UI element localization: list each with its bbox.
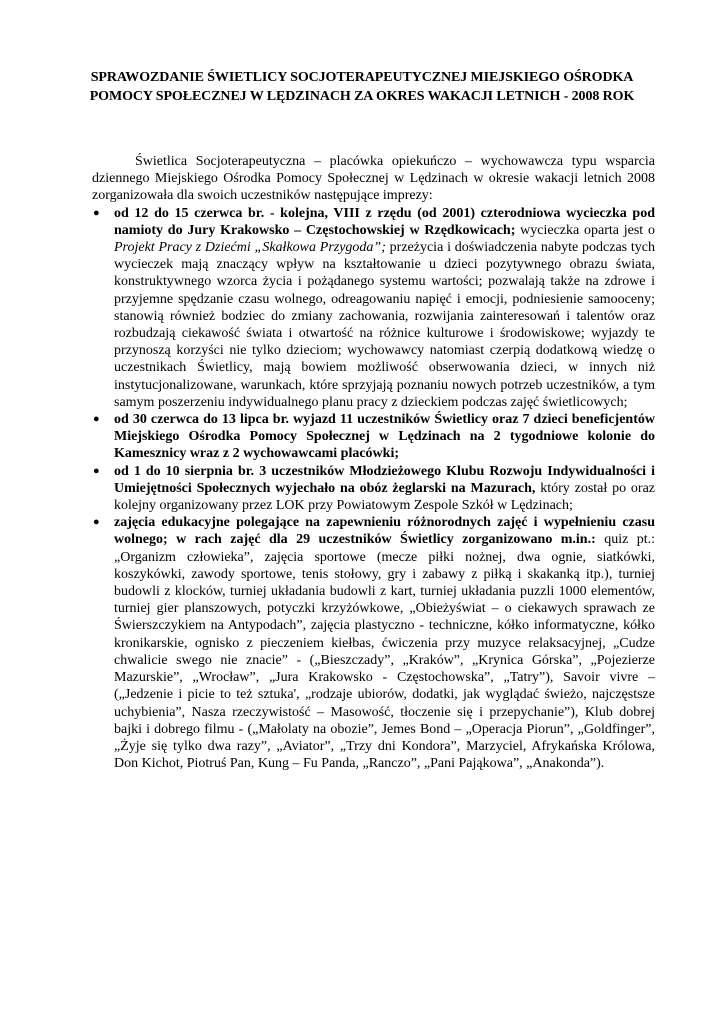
item-text-continued: przeżycia i doświadczenia nabyte podczas tych wycieczek mają znaczący wpływ na kształtowanie u dzieci pozytywnego obrazu świata, konstruktywnego wzorca życia i pożądanego systemu wartości; pozwalają także na zdrowe i przyjemne spędzanie czasu wolnego, odreagowaniu napięć i emocji, podniesienie samooceny; stanowią również bodziec do zmiany zachowania, rozwijania zainteresowań i talentów oraz rozbudzają ciekawość świata i otwartość na różnice kulturowe i środowiskowe; wyjazdy te przynoszą korzyści nie tylko dzieciom; wychowawcy natomiast czerpią dodatkową wiedzę o uczestnikach Świetlicy, mają bowiem możliwość obserwowania dzieci, w innych niż instytucjonalizowane, warunkach, które sprzyjają poznaniu nowych potrzeb uczestników, a tym samym poszerzeniu indywidualnego planu pracy z dzieckiem podczas zajęć świetlicowych; [114,240,655,410]
list-item [93,411,655,463]
item-italic-text: Projekt Pracy z Dziećmi „Skałkowa Przygoda”; [114,240,386,256]
title-line-1: SPRAWOZDANIE ŚWIETLICY SOCJOTERAPEUTYCZNEJ MIEJSKIEGO OŚRODKA [90,70,634,85]
title-line-2: POMOCY SPOŁECZNEJ W LĘDZINACH ZA OKRES WAKACJI LETNICH - 2008 ROK [89,89,635,104]
item-bold-text: od 1 do 10 sierpnia br. 3 uczestników Młodzieżowego Klubu Rozwoju Indywidualności i Umiejętności Społecznych wyjechało na obóz żeglarski na Mazurach, [114,463,655,496]
list-item [93,514,655,772]
item-bold-text: od 12 do 15 czerwca br. - kolejna, VIII z rzędu (od 2001) czterodniowa wycieczka pod namioty do Jury Krakowsko – Częstochowskiej w Rzędkowicach; [114,205,655,238]
item-text: wycieczka oparta jest o [515,222,655,238]
bullet-icon: ● [93,464,100,477]
bullet-icon: ● [93,413,100,426]
item-bold-text: od 30 czerwca do 13 lipca br. wyjazd 11 uczestników Świetlicy oraz 7 dzieci beneficjentów Miejskiego Ośrodka Pomocy Społecznej w Lędzinach na 2 tygodniowe kolonie do Kamesznicy wraz z 2 wychowawcami placówki; [114,412,655,462]
events-list [92,205,655,773]
list-item [93,205,655,411]
list-item [93,463,655,515]
item-text: quiz pt.: „Organizm człowieka”, zajęcia sportowe (mecze piłki nożnej, dwa ognie, siatkówki, koszykówki, zawody sportowe, tenis stołowy, gry i zabawy z piłką i skakanką itp.), turniej budowli z klocków, turniej układania budowli z kart, turniej układania puzzli 1000 elementów, turniej gier planszowych, potyczki krzyżówkowe, „Obieżyświat – o ciekawych sprawach ze Świerszczykiem na Antypodach”, zajęcia plastyczno - techniczne, kółko informatyczne, kółko kronikarskie, ognisko z pieczeniem kiełbas, ćwiczenia przy muzyce relaksacyjnej, „Cudze chwalicie swego nie znacie” - („Bieszczady”, „Kraków”, „Krynica Górska”, „Pojezierze Mazurskie”, „Wrocław”, „Jura Krakowsko - Częstochowska”, „Tatry”), Savoir vivre – („Jedzenie i picie to też sztuka', „rodzaje ubiorów, dodatki, jak wyglądać świeżo, najczęstsze uchybienia”, Nasza rzeczywistość – Masowość, tłoczenie się i przepychanie”), Klub dobrej bajki i dobrego filmu - („Małolaty na obozie”, Jemes Bond – „Operacja Piorun”, „Goldfinger”, „Żyje się tylko dwa razy”, „Aviator”, „Trzy dni Kondora”, Marzyciel, Afrykańska Królowa, Don Kichot, Piotruś Pan, Kung – Fu Panda, „Ranczo”, „Pani Pająkowa”, „Anakonda”). [114,532,655,772]
item-bold-text: zajęcia edukacyjne polegające na zapewnieniu różnorodnych zajęć i wypełnieniu czasu wolnego; w rach zajęć dla 29 uczestników Świetlicy zorganizowano m.in.: [114,515,655,548]
item-text: który został po oraz kolejny organizowany przez LOK przy Powiatowym Zespole Szkół w Lędzinach; [114,480,655,514]
document-body [92,153,655,772]
document-title [70,68,654,106]
bullet-icon: ● [93,206,100,219]
bullet-icon: ● [93,516,100,529]
intro-paragraph: Świetlica Socjoterapeutyczna – placówka opiekuńczo – wychowawcza typu wsparcia dziennego Miejskiego Ośrodka Pomocy Społecznej w Lędzinach w okresie wakacji letnich 2008 zorganizowała dla swoich uczestników następujące imprezy: [92,154,655,204]
